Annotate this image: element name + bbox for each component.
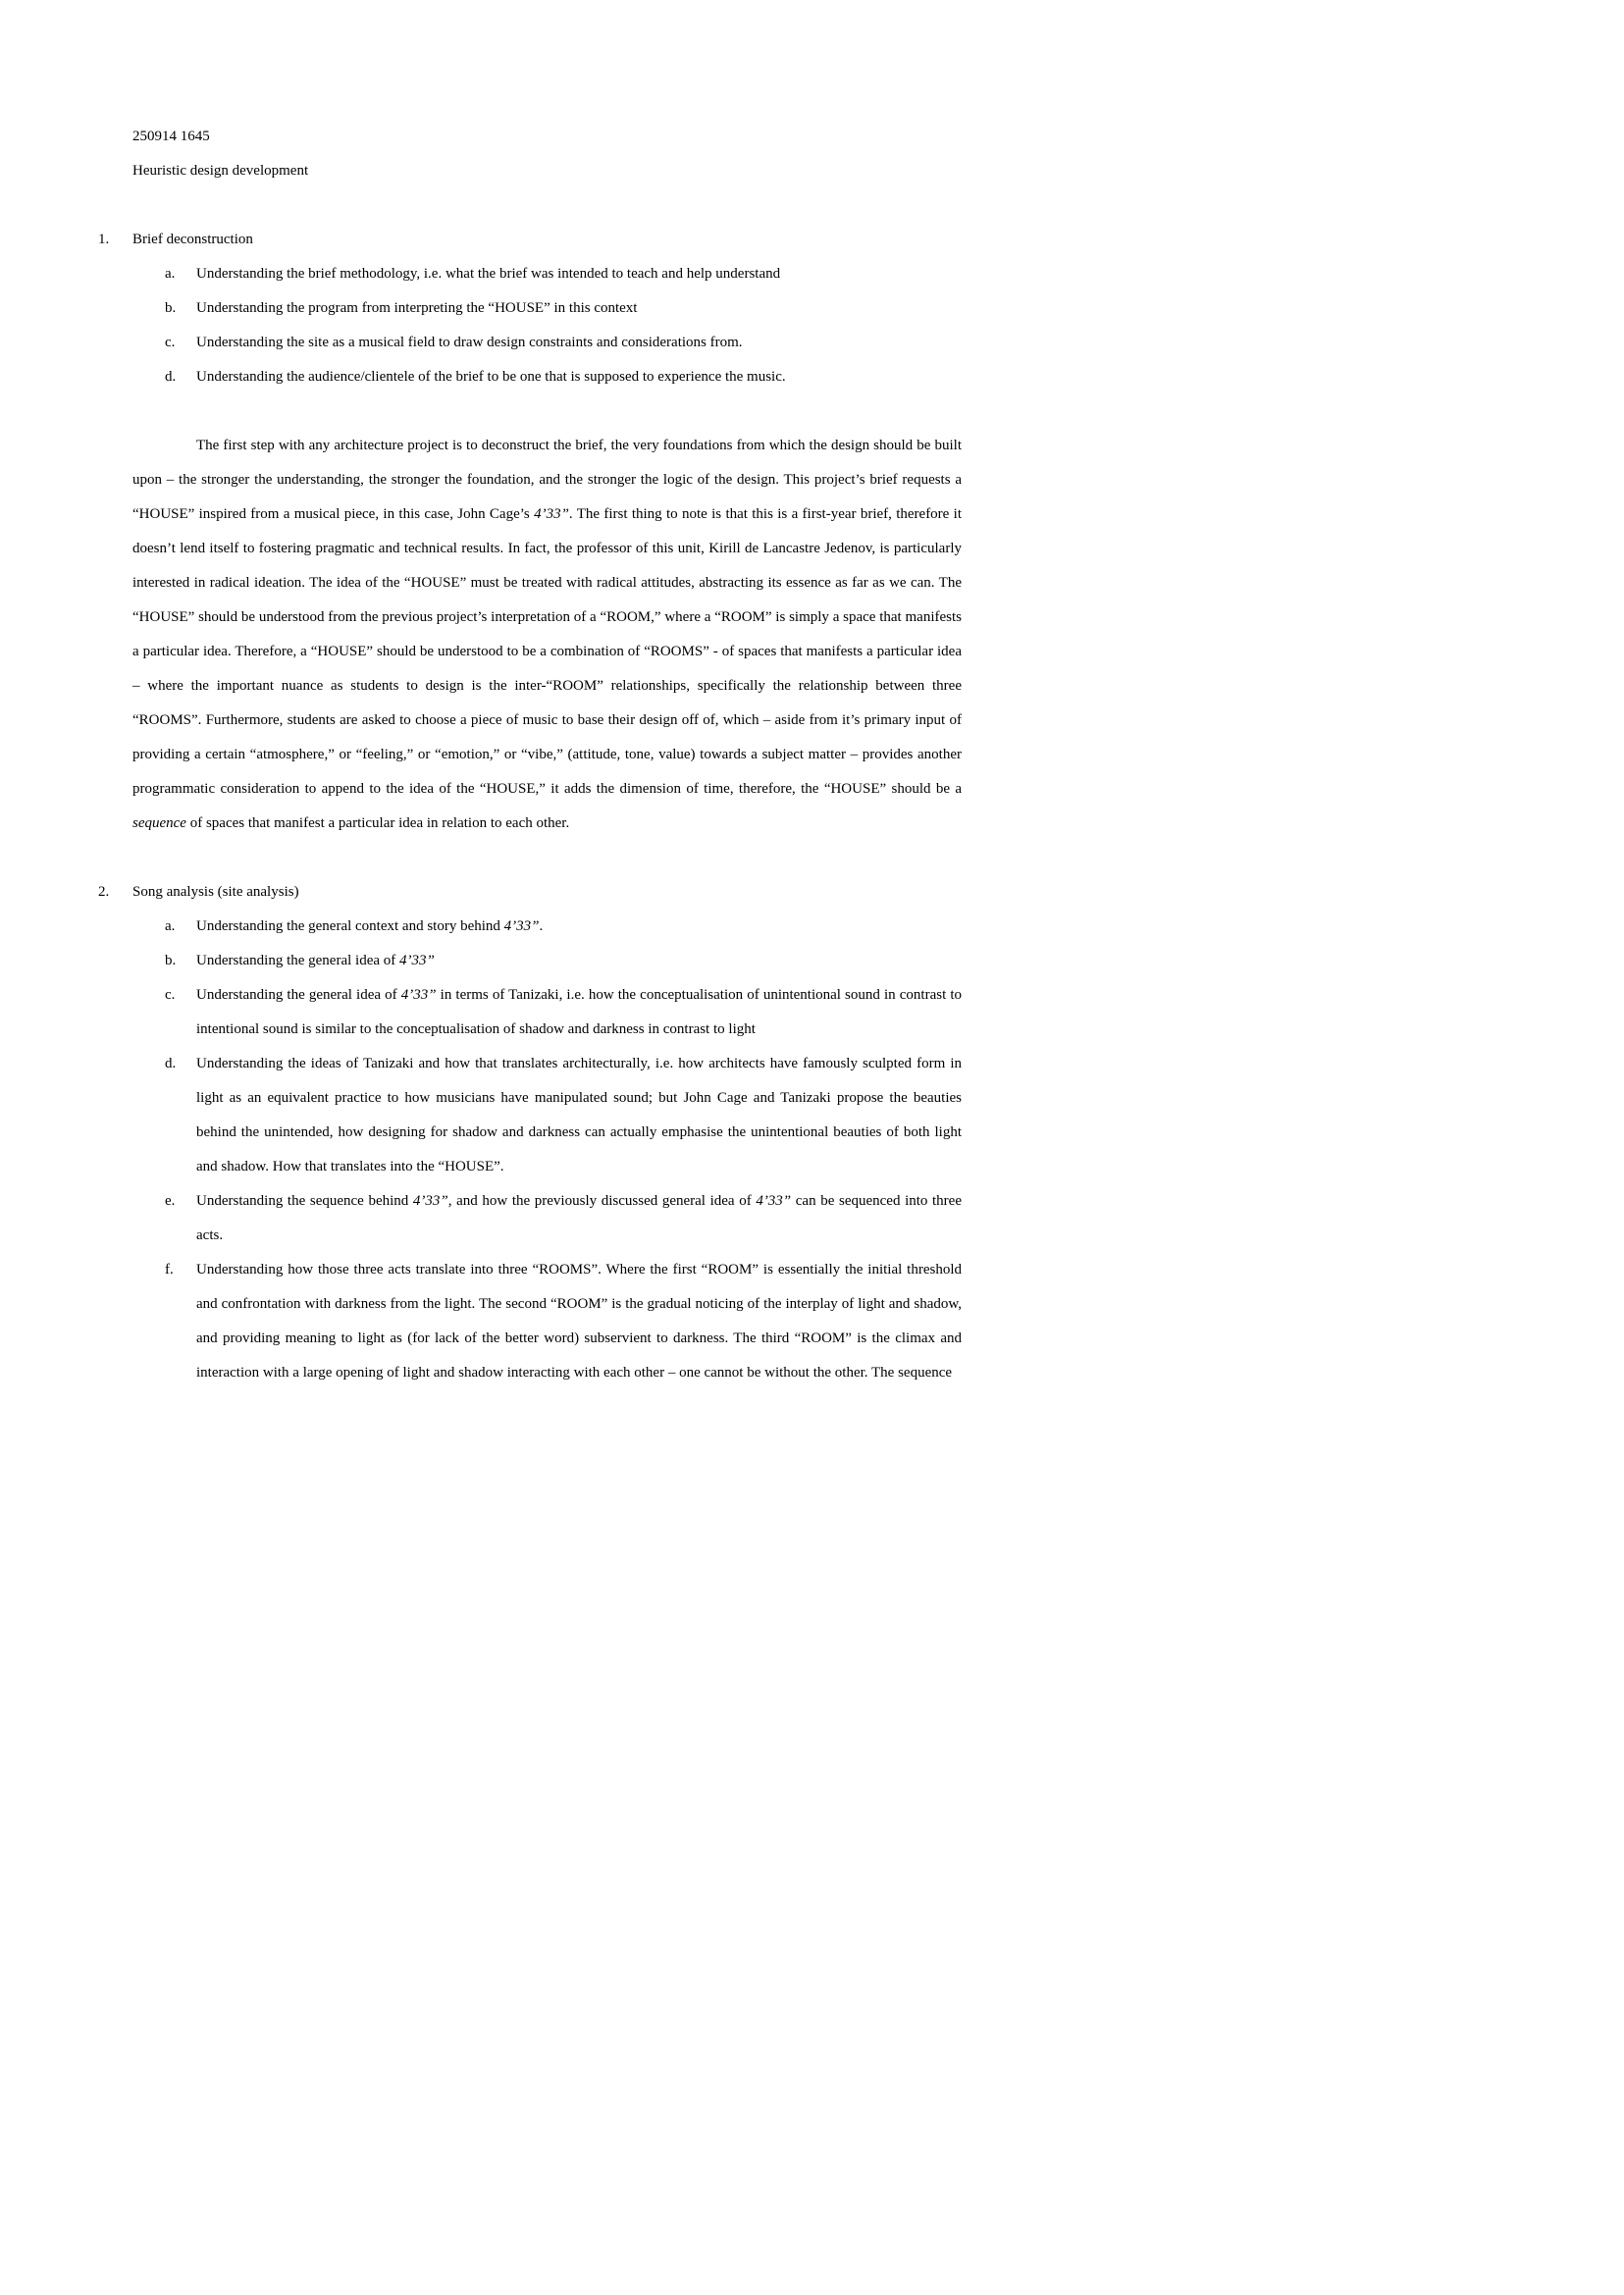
- list-item-text: Understanding how those three acts translate into three “ROOMS”. Where the first “ROOM” is essentially the initial threshold and confrontation with darkness from the light. The second “ROOM” is the gradual noticing of the interplay of light and shadow, and providing meaning to light as (for lack of the better word) subservient to darkness. The third “ROOM” is the climax and interaction with a large opening of light and shadow interacting with each other – one cannot be without the other. The sequence: [196, 1262, 962, 1381]
- section-heading: [98, 875, 962, 910]
- list-item-text: Understanding the general context and story behind 4’33”.: [196, 918, 544, 934]
- body-paragraph: The first step with any architecture project is to deconstruct the brief, the very foundations from which the design should be built upon – the stronger the understanding, the stronger the foundation, and the stronger the logic of the design. This project’s brief requests a “HOUSE” inspired from a musical piece, in this case, John Cage’s 4’33”. The first thing to note is that this is a first-year brief, therefore it doesn’t lend itself to fostering pragmatic and technical results. In fact, the professor of this unit, Kirill de Lancastre Jedenov, is particularly interested in radical ideation. The idea of the “HOUSE” must be treated with radical attitudes, abstracting its essence as far as we can. The “HOUSE” should be understood from the previous project’s interpretation of a “ROOM,” where a “ROOM” is simply a space that manifests a particular idea. Therefore, a “HOUSE” should be understood to be a combination of “ROOMS” - of spaces that manifests a particular idea – where the important nuance as students to design is the inter-“ROOM” relationships, specifically the relationship between three “ROOMS”. Furthermore, students are asked to choose a piece of music to base their design off of, which – aside from it’s primary input of providing a certain “atmosphere,” or “feeling,” or “emotion,” or “vibe,” (attitude, tone, value) towards a subject matter – provides another programmatic consideration to append to the idea of the “HOUSE,” it adds the dimension of time, therefore, the “HOUSE” should be a sequence of spaces that manifest a particular idea in relation to each other.: [132, 438, 962, 831]
- list-item-letter: d.: [165, 369, 177, 385]
- list-item-letter: b.: [165, 953, 177, 968]
- list-item: [98, 910, 962, 944]
- list-item: [98, 944, 962, 978]
- list-item-text: Understanding the ideas of Tanizaki and how that translates architecturally, i.e. how architects have famously sculpted form in light as an equivalent practice to how musicians have manipulated sound; but John Cage and Tanizaki propose the beauties behind the unintended, how designing for shadow and darkness can actually emphasise the unintentional beauties of both light and shadow. How that translates into the “HOUSE”.: [196, 1056, 962, 1174]
- list-item-text: Understanding the general idea of 4’33”: [196, 953, 435, 968]
- section-heading: [98, 223, 962, 257]
- list-item: [98, 1253, 962, 1390]
- section-brief-deconstruction: [98, 223, 962, 841]
- list-item-letter: a.: [165, 918, 176, 934]
- section-number: 1.: [98, 232, 110, 247]
- list-item-text: Understanding the program from interpreting the “HOUSE” in this context: [196, 300, 638, 316]
- section-number: 2.: [98, 884, 110, 900]
- doc-date-line: 250914 1645: [132, 129, 210, 144]
- section-song-analysis: [98, 875, 962, 1390]
- list-item-letter: a.: [165, 266, 176, 282]
- list-item-text: Understanding the site as a musical field to draw design constraints and considerations from.: [196, 335, 743, 350]
- list-item-text: Understanding the audience/clientele of the brief to be one that is supposed to experience the music.: [196, 369, 786, 385]
- list-item: [98, 1047, 962, 1184]
- list-item-text: Understanding the brief methodology, i.e. what the brief was intended to teach and help understand: [196, 266, 781, 282]
- list-item-letter: d.: [165, 1056, 177, 1071]
- list-item-letter: b.: [165, 300, 177, 316]
- list-item: [98, 360, 962, 394]
- list-item: [98, 291, 962, 326]
- list-item: [98, 257, 962, 291]
- list-item-letter: e.: [165, 1193, 176, 1209]
- list-item-letter: f.: [165, 1262, 174, 1278]
- section-title: Brief deconstruction: [132, 232, 253, 247]
- list-item: [98, 326, 962, 360]
- list-item-text: Understanding the sequence behind 4’33”, and how the previously discussed general idea of 4’33” can be sequenced into three acts.: [196, 1193, 962, 1243]
- list-item-text: Understanding the general idea of 4’33” in terms of Tanizaki, i.e. how the conceptualisation of unintentional sound in contrast to intentional sound is similar to the conceptualisation of shadow and darkness in contrast to light: [196, 987, 962, 1037]
- list-item-letter: c.: [165, 335, 176, 350]
- document-header: [132, 120, 962, 188]
- list-item-letter: c.: [165, 987, 176, 1003]
- list-item: [98, 1184, 962, 1253]
- section-title: Song analysis (site analysis): [132, 884, 299, 900]
- doc-title: Heuristic design development: [132, 163, 309, 179]
- list-item: [98, 978, 962, 1047]
- document-content: [98, 120, 962, 1390]
